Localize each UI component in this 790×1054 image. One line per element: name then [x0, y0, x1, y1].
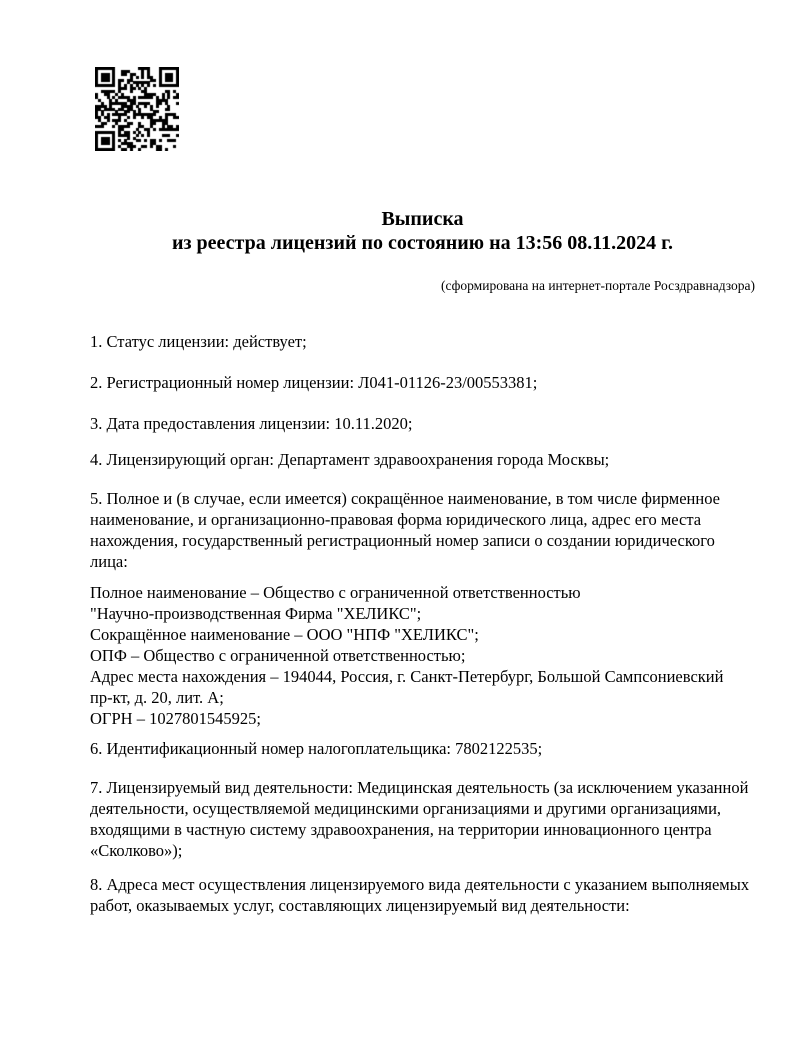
document-paragraph: [90, 777, 755, 861]
document-line: Полное наименование – Общество с ограниченной ответственностью "Научно-производственная Фирма "ХЕЛИКС";: [90, 583, 581, 623]
qr-code-image: [95, 67, 179, 151]
document-paragraph: [90, 738, 755, 759]
document-paragraph: [90, 331, 755, 352]
document-title: [90, 207, 755, 255]
document-paragraph: [90, 488, 755, 572]
document-line: 2. Регистрационный номер лицензии: Л041-01126-23/00553381;: [90, 373, 538, 392]
document-line: 7. Лицензируемый вид деятельности: Медицинская деятельность (за исключением указанной деятельности, осуществляемой медицинскими организациями и другими организациями, входящими в частную систему здравоохранения, на территории инновационного центра «Сколково»);: [90, 778, 749, 860]
document-line: 5. Полное и (в случае, если имеется) сокращённое наименование, в том числе фирменное наименование, и организационно-правовая форма юридического лица, адрес его места нахождения, государственный регистрационный номер записи о создании юридического лица:: [90, 489, 720, 571]
document-paragraph: [90, 413, 755, 434]
document-paragraph: [90, 372, 755, 393]
document-line: Сокращённое наименование – ООО "НПФ "ХЕЛИКС";: [90, 625, 479, 644]
document-title-line2: из реестра лицензий по состоянию на 13:56 08.11.2024 г.: [171, 232, 673, 254]
document-paragraph: [90, 449, 755, 470]
document-body: [90, 331, 755, 916]
document-line: ОГРН – 1027801545925;: [90, 709, 261, 728]
document-line: 1. Статус лицензии: действует;: [90, 332, 307, 351]
document-line: 4. Лицензирующий орган: Департамент здравоохранения города Москвы;: [90, 450, 610, 469]
document-title-line1: Выписка: [381, 208, 464, 230]
document-subtitle: (сформирована на интернет-портале Росздравнадзора): [440, 278, 755, 293]
document-line: 6. Идентификационный номер налогоплательщика: 7802122535;: [90, 739, 543, 758]
document-line: 3. Дата предоставления лицензии: 10.11.2020;: [90, 414, 413, 433]
document-line: ОПФ – Общество с ограниченной ответственностью;: [90, 646, 466, 665]
document-line: 8. Адреса мест осуществления лицензируемого вида деятельности с указанием выполняемых работ, оказываемых услуг, составляющих лицензируемый вид деятельности:: [90, 875, 750, 915]
document-line: Адрес места нахождения – 194044, Россия, г. Санкт-Петербург, Большой Сампсониевский пр-кт, д. 20, лит. А;: [90, 667, 724, 707]
document-paragraph: [90, 582, 755, 729]
document-paragraph: [90, 874, 755, 916]
